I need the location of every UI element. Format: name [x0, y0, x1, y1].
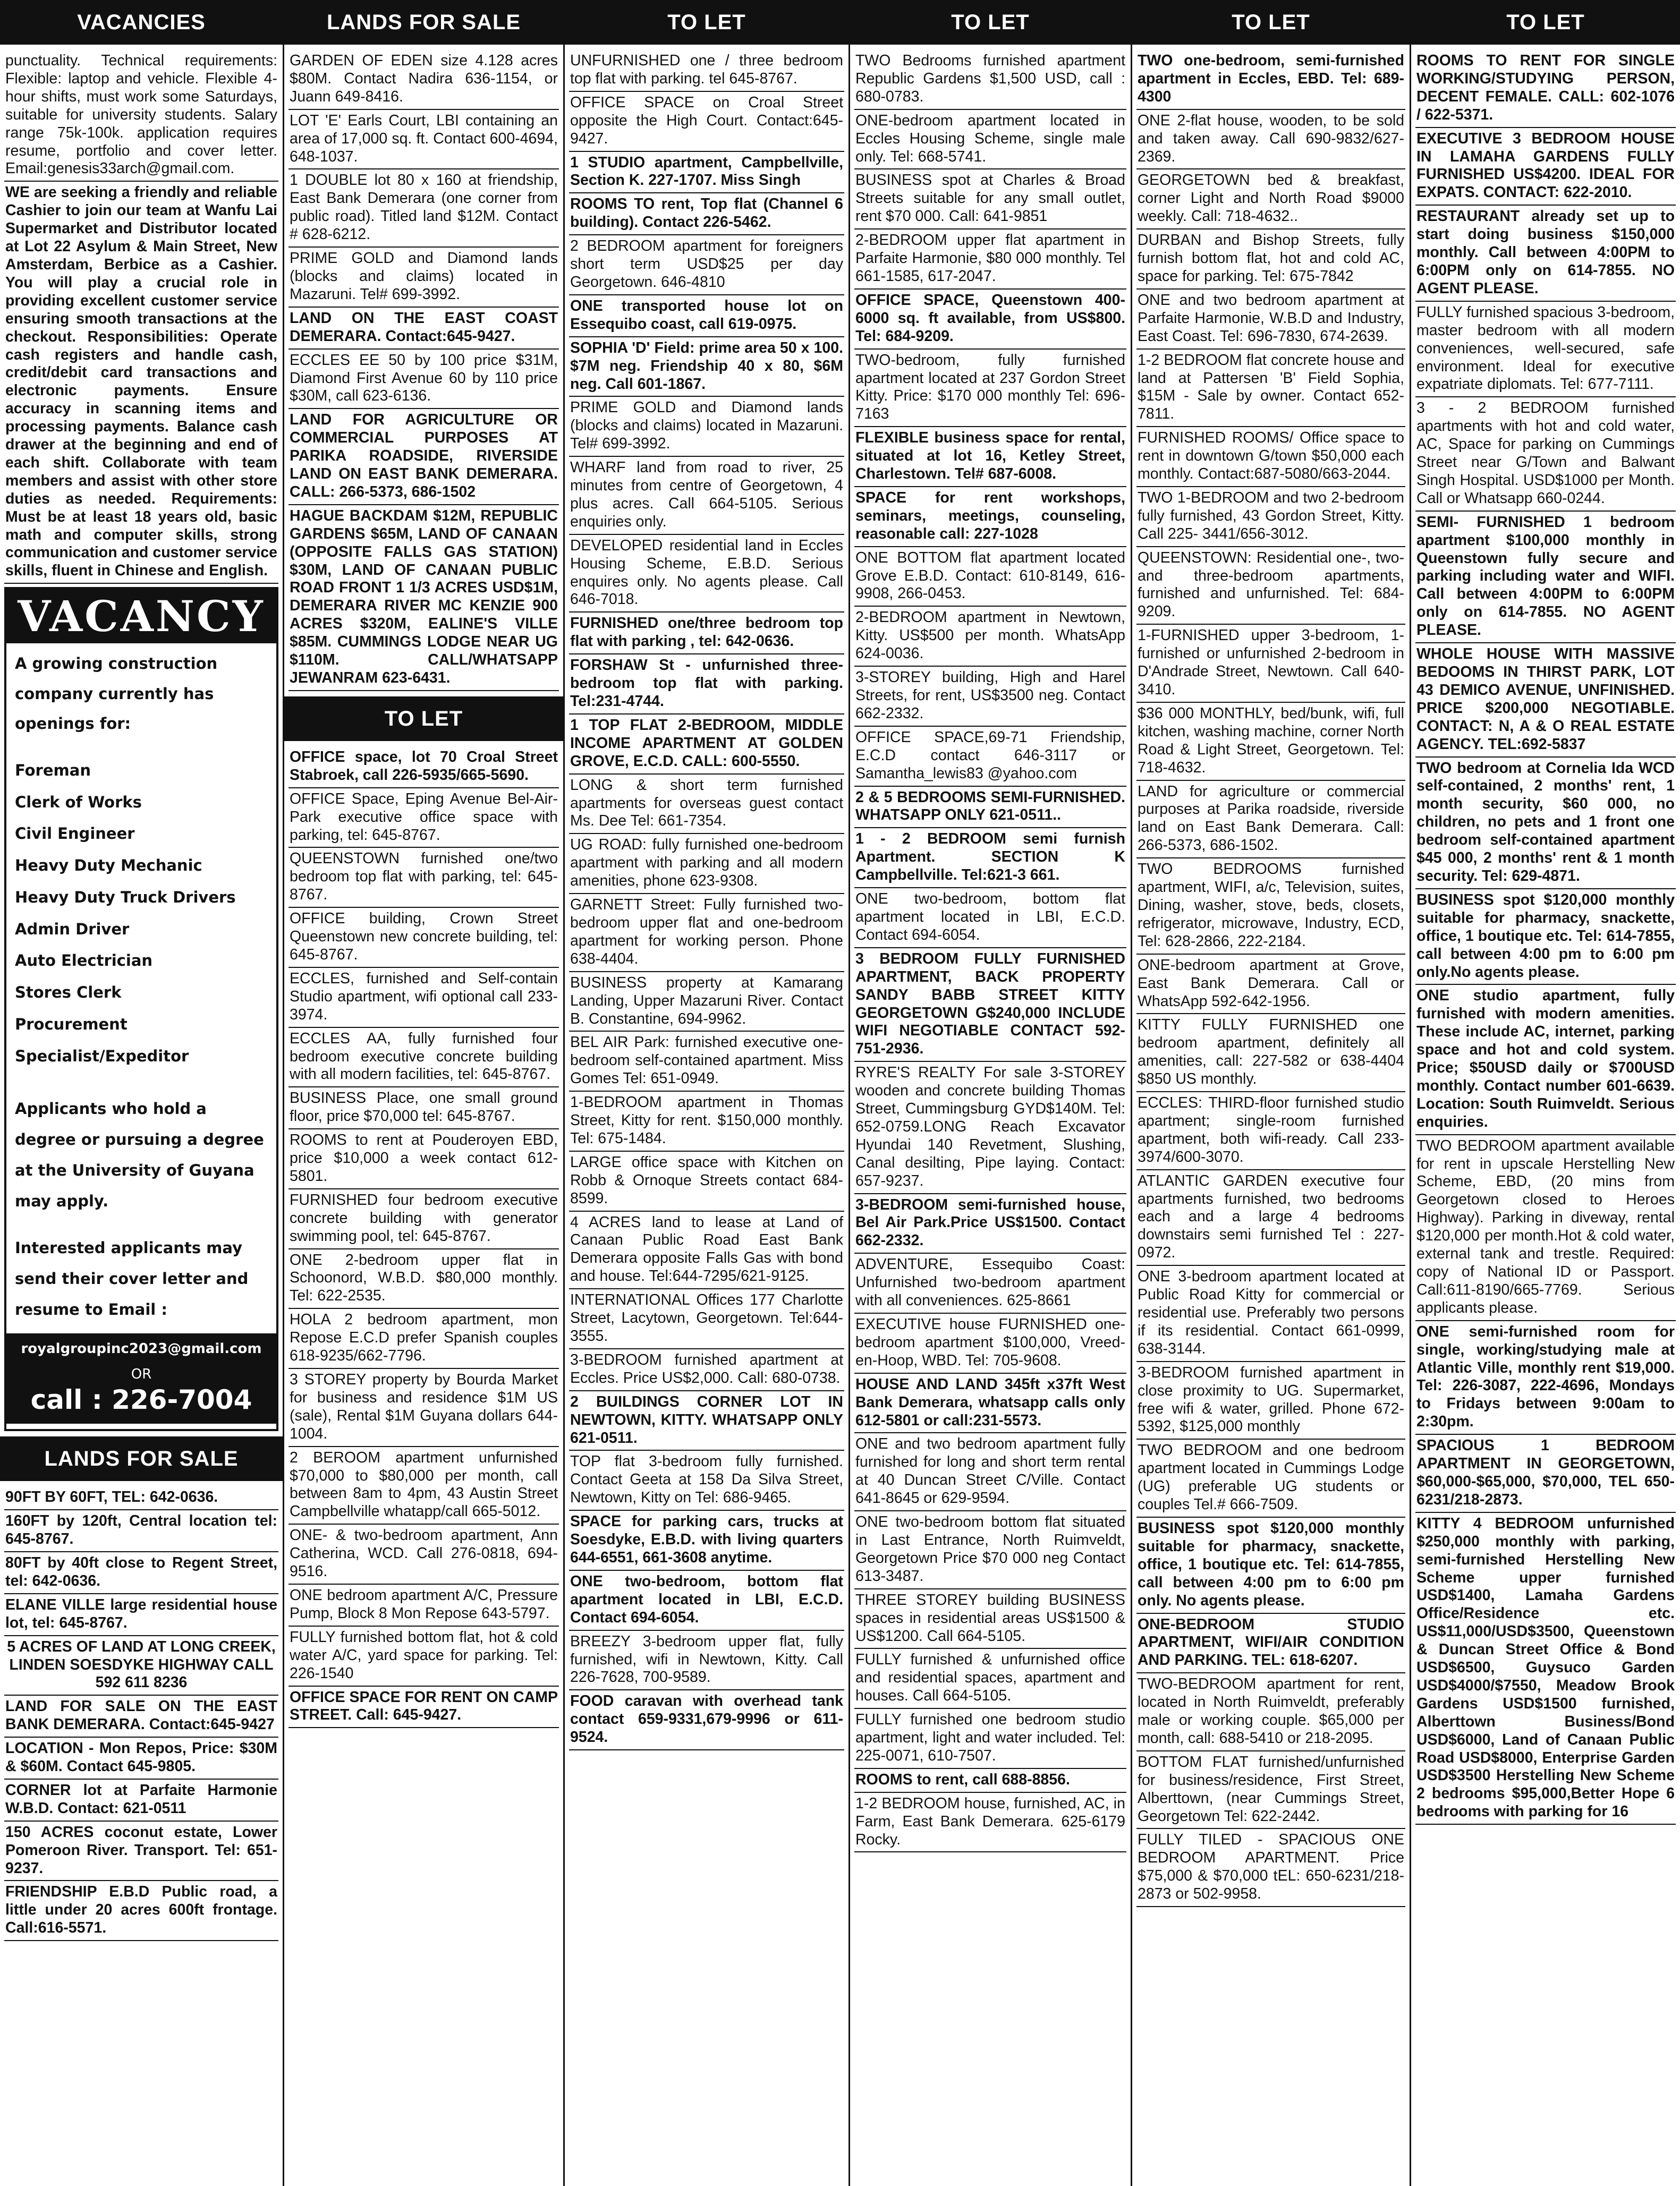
classified-ad: KITTY FULLY FURNISHED one bedroom apartment, definitely all amenities, call: 227-582 or 638-4404 $850 US monthly. — [1136, 1014, 1405, 1092]
classified-ad: 3-BEDROOM semi-furnished house, Bel Air Park.Price US$1500. Contact 662-2332. — [854, 1194, 1126, 1254]
classified-ad: 1-2 BEDROOM flat concrete house and land at Pattersen 'B' Field Sophia, $15M - Sale by owner. Contact 652-7811. — [1136, 350, 1405, 428]
vacancy-position: Stores Clerk — [15, 983, 122, 1002]
classified-ad: ROOMS to rent at Pouderoyen EBD, price $10,000 a week contact 612-5801. — [289, 1129, 559, 1189]
classified-ad: ELANE VILLE large residential house lot, tel: 645-8767. — [4, 1594, 278, 1636]
classified-ad: TWO one-bedroom, semi-furnished apartment in Eccles, EBD. Tel: 689-4300 — [1136, 50, 1405, 110]
classified-ad: FULLY furnished spacious 3-bedroom, master bedroom with all modern conveniences, well-secured, safe environment. Ideal for executive expatriate diplomats. Tel: 677-7111. — [1415, 302, 1676, 398]
classified-ad: RYRE'S REALTY For sale 3-STOREY wooden and concrete building Thomas Street, Cummingsburg GYD$140M. Tel: 652-0759.LONG Reach Excavator Hyundai 140 Revetment, Slushing, Canal desilting, Pipe laying. Contact: 657-9237. — [854, 1062, 1126, 1194]
vacancy-position: Heavy Duty Mechanic — [15, 856, 202, 875]
classified-ad: ONE two-bedroom bottom flat situated in Last Entrance, North Ruimveldt, Georgetown Price $70 000 neg Contact 613-3487. — [854, 1511, 1126, 1589]
classified-ad: FLEXIBLE business space for rental, situated at lot 16, Ketley Street, Charlestown. Tel# 687-6008. — [854, 427, 1126, 487]
classified-ad: ONE-BEDROOM STUDIO APARTMENT, WIFI/AIR CONDITION AND PARKING. TEL: 618-6207. — [1136, 1614, 1405, 1674]
classified-ad: ONE two-bedroom, bottom flat apartment located in LBI, E.C.D. Contact 694-6054. — [569, 1571, 844, 1631]
classified-ad: 1 - 2 BEDROOM semi furnish Apartment. SECTION K Campbellville. Tel:621-3 661. — [854, 828, 1126, 888]
classified-ad: BEL AIR Park: furnished executive one-bedroom self-contained apartment. Miss Gomes Tel: 651-0949. — [569, 1032, 844, 1092]
classified-ad: BUSINESS spot at Charles & Broad Streets suitable for any small outlet, rent $70 000. Call: 641-9851 — [854, 169, 1126, 229]
classified-ad: OFFICE building, Crown Street Queenstown new concrete building, tel: 645-8767. — [289, 908, 559, 968]
classified-ad: 1-FURNISHED upper 3-bedroom, 1-furnished or unfurnished 2-bedroom in D'Andrade Street, Newtown. Call 640-3410. — [1136, 625, 1405, 703]
vacancy-position: Admin Driver — [15, 920, 130, 938]
classified-ad: FURNISHED four bedroom executive concrete building with generator swimming pool, tel: 645-8767. — [289, 1189, 559, 1249]
column-to-let-3 — [1132, 0, 1411, 2186]
classified-ad: INTERNATIONAL Offices 177 Charlotte Street, Lacytown, Georgetown. Tel:644-3555. — [569, 1289, 844, 1349]
classified-ad: LAND for agriculture or commercial purposes at Parika roadside, riverside land on East Bank Demerara. Call: 266-5373, 686-1502. — [1136, 781, 1405, 859]
classified-ad: TWO BEDROOMS furnished apartment, WIFI, a/c, Television, suites, Dining, washer, stove, beds, closets, refrigerator, microwave, Industry, ECD, Tel: 628-2866, 222-2184. — [1136, 858, 1405, 955]
classified-ad: LOCATION - Mon Repos, Price: $30M & $60M. Contact 645-9805. — [4, 1738, 278, 1780]
classified-ad: BOTTOM FLAT furnished/unfurnished for business/residence, First Street, Alberttown, (near Cummings Street, Georgetown Tel: 622-2442. — [1136, 1751, 1405, 1830]
classified-ad: QUEENSTOWN furnished one/two bedroom top flat with parking, tel: 645-8767. — [289, 848, 559, 908]
classified-ad: ECCLES EE 50 by 100 price $31M, Diamond First Avenue 60 by 110 price $30M, call 623-6136. — [289, 350, 559, 410]
classified-ad: 3-BEDROOM furnished apartment at Eccles. Price US$2,000. Call: 680-0738. — [569, 1349, 844, 1391]
classified-ad: 160FT by 120ft, Central location tel: 645-8767. — [4, 1510, 278, 1552]
classified-ad: LOT 'E' Earls Court, LBI containing an area of 17,000 sq. ft. Contact 600-4694, 648-1037. — [289, 110, 559, 170]
classified-ad: ONE two-bedroom, bottom flat apartment located in LBI, E.C.D. Contact 694-6054. — [854, 888, 1126, 948]
vacancy-phone: call : 226-7004 — [6, 1382, 276, 1424]
classified-ad: DEVELOPED residential land in Eccles Housing Scheme, E.B.D. Serious enquires only. No agents please. Call 646-7018. — [569, 535, 844, 613]
classified-ad: ECCLES, furnished and Self-contain Studio apartment, wifi optional call 233-3974. — [289, 968, 559, 1028]
classified-ad: LARGE office space with Kitchen on Robb & Ornoque Streets contact 684-8599. — [569, 1152, 844, 1212]
classified-ad: ONE- & two-bedroom apartment, Ann Catherina, WCD. Call 276-0818, 694-9516. — [289, 1525, 559, 1585]
classified-ad: TWO bedroom at Cornelia Ida WCD self-contained, 2 months' rent, 1 month security, $60 000, no children, no pets and 1 front one bedroom self-contained apartment $45 000, 2 months' rent & 1 month security. Tel: 629-4871. — [1415, 758, 1676, 889]
vacancy-qualification: Applicants who hold a degree or pursuing a degree at the University of Guyana may apply. — [15, 1100, 264, 1211]
classified-ad: BUSINESS Place, one small ground floor, price $70,000 tel: 645-8767. — [289, 1087, 559, 1129]
vacancy-position: Auto Electrician — [15, 951, 153, 970]
classified-ad: HAGUE BACKDAM $12M, REPUBLIC GARDENS $65M, LAND OF CANAAN (OPPOSITE FALLS GAS STATION) $30M, LAND OF CANAAN PUBLIC ROAD FRONT 1 1/3 ACRES USD$1M, DEMERARA RIVER MC KENZIE 900 ACRES $320M, EALINE'S VILLE $85M. CUMMINGS LODGE NEAR UG $110M. CALL/WHATSAPP JEWANRAM 623-6431. — [289, 505, 559, 691]
classified-ad: ECCLES: THIRD-floor furnished studio apartment; single-room furnished apartment, both wifi-ready. Call 233-3974/600-3070. — [1136, 1092, 1405, 1170]
classified-ad: ONE semi-furnished room for single, working/studying male at Atlantic Ville, monthly rent $19,000. Tel: 226-3087, 222-4696, Mondays to Fridays between 9:00am to 2:30pm. — [1415, 1321, 1676, 1435]
classified-ad: 150 ACRES coconut estate, Lower Pomeroon River. Transport. Tel: 651-9237. — [4, 1822, 278, 1882]
section-header-lands-for-sale: LANDS FOR SALE — [284, 0, 563, 45]
classified-ad: ECCLES AA, fully furnished four bedroom executive concrete building with all modern facilities, tel: 645-8767. — [289, 1028, 559, 1088]
column-to-let-1 — [565, 0, 850, 2186]
classified-ad: TWO 1-BEDROOM and two 2-bedroom fully furnished, 43 Gordon Street, Kitty. Call 225- 3441/656-3012. — [1136, 487, 1405, 547]
classified-ad: EXECUTIVE 3 BEDROOM HOUSE IN LAMAHA GARDENS FULLY FURNISHED US$4200. IDEAL FOR EXPATS. CONTACT: 622-2010. — [1415, 128, 1676, 206]
classified-ad: 3-STOREY building, High and Harel Streets, for rent, US$3500 neg. Contact 662-2332. — [854, 667, 1126, 727]
classified-ad: OFFICE Space, Eping Avenue Bel-Air-Park executive office space with parking, tel: 645-8767. — [289, 788, 559, 848]
classified-ad: ONE-bedroom apartment located in Eccles Housing Scheme, single male only. Tel: 668-5741. — [854, 110, 1126, 170]
classified-ad: PRIME GOLD and Diamond lands (blocks and claims) located in Mazaruni. Tel# 699-3992. — [289, 248, 559, 308]
classified-ad: QUEENSTOWN: Residential one-, two- and three-bedroom apartments, furnished and unfurnished. Tel: 684-9209. — [1136, 547, 1405, 625]
classified-ad: 3 - 2 BEDROOM furnished apartments with hot and cold water, AC, Space for parking on Cummings Street near G/Town and Balwant Singh Hospital. USD$1000 per Month. Call or Whatsapp 660-0244. — [1415, 397, 1676, 511]
classified-ad: SPACE for rent workshops, seminars, meetings, counseling, reasonable call: 227-1028 — [854, 487, 1126, 547]
section-header-vacancies: VACANCIES — [0, 0, 283, 45]
vacancy-title: VACANCY — [6, 589, 276, 643]
classified-ad: TWO-BEDROOM apartment for rent, located in North Ruimveldt, preferably male or working couple. $65,000 per month, call: 688-5410 or 218-2095. — [1136, 1673, 1405, 1751]
classified-ad: ONE transported house lot on Essequibo coast, call 619-0975. — [569, 295, 844, 337]
classified-ad: ROOMS TO rent, Top flat (Channel 6 building). Contact 226-5462. — [569, 193, 844, 235]
section-header-to-let: TO LET — [565, 0, 849, 45]
classified-ad: PRIME GOLD and Diamond lands (blocks and claims) located in Mazaruni. Tel# 699-3992. — [569, 397, 844, 457]
classified-ad: 3 BEDROOM FULLY FURNISHED APARTMENT, BACK PROPERTY SANDY BABB STREET KITTY GEORGETOWN G$240,000 INCLUDE WIFI NEGOTIABLE CONTACT 592-751-2936. — [854, 948, 1126, 1062]
classified-ad: ONE bedroom apartment A/C, Pressure Pump, Block 8 Mon Repose 643-5797. — [289, 1585, 559, 1627]
classified-ad: FURNISHED ROOMS/ Office space to rent in downtown G/town $50,000 each monthly. Contact:687-5080/663-2044. — [1136, 427, 1405, 487]
classified-ad: SEMI- FURNISHED 1 bedroom apartment $100,000 monthly in Queenstown fully secure and parking including water and WIFI. Call between 4:00PM to 6:00PM only on 614-7855. NO AGENT PLEASE. — [1415, 512, 1676, 643]
classified-ad: 3-BEDROOM furnished apartment in close proximity to UG. Supermarket, free wifi & water, grilled. Phone 672-5392, $125,000 monthly — [1136, 1362, 1405, 1440]
classified-ad: FRIENDSHIP E.B.D Public road, a little under 20 acres 600ft frontage. Call:616-5571. — [4, 1881, 278, 1941]
classified-ad: ONE studio apartment, fully furnished with modern amenities. These include AC, internet, parking space and hot and cold system. Price; $50USD daily or $700USD monthly. Contact number 601-6639. Location: South Ruimveldt. Serious enquiries. — [1415, 985, 1676, 1135]
classified-ad: SOPHIA 'D' Field: prime area 50 x 100. $7M neg. Friendship 40 x 80, $6M neg. Call 601-1867. — [569, 337, 844, 397]
column-vacancies — [0, 0, 284, 2186]
classified-ad: OFFICE SPACE,69-71 Friendship, E.C.D contact 646-3117 or Samantha_lewis83 @yahoo.com — [854, 727, 1126, 787]
classified-ad: 2 BEDROOM apartment for foreigners short term USD$25 per day Georgetown. 646-4810 — [569, 235, 844, 295]
classified-ad: 80FT by 40ft close to Regent Street, tel: 642-0636. — [4, 1552, 278, 1594]
vacancy-position: Procurement — [15, 1015, 128, 1033]
classified-ad: BUSINESS spot $120,000 monthly suitable for pharmacy, snackette, office, 1 boutique etc. Tel: 614-7855, call between 4:00 pm to 6:00 pm only.No agents please. — [1415, 889, 1676, 985]
classified-ad: 2-BEDROOM upper flat apartment in Parfaite Harmonie, $80 000 monthly. Tel 661-1585, 617-2047. — [854, 229, 1126, 290]
classified-ad: GARNETT Street: Fully furnished two-bedroom upper flat and one-bedroom apartment for working person. Phone 638-4404. — [569, 894, 844, 972]
vacancy-email: royalgroupinc2023@gmail.com — [6, 1333, 276, 1364]
classified-ad: ROOMS TO RENT FOR SINGLE WORKING/STUDYING PERSON, DECENT FEMALE. CALL: 602-1076 / 622-5371. — [1415, 50, 1676, 128]
vacancy-position: Clerk of Works — [15, 793, 142, 811]
classified-ad: FULLY furnished & unfurnished office and residential spaces, apartment and houses. Call 664-5105. — [854, 1649, 1126, 1709]
classified-ad: HOUSE AND LAND 345ft x37ft West Bank Demerara, whatsapp calls only 612-5801 or call:231-5573. — [854, 1374, 1126, 1434]
classified-ad: 1-BEDROOM apartment in Thomas Street, Kitty for rent. $150,000 monthly. Tel: 675-1484. — [569, 1092, 844, 1152]
classified-ad: OFFICE space, lot 70 Croal Street Stabroek, call 226-5935/665-5690. — [289, 746, 559, 788]
vacancy-intro: A growing construction company currently has openings for: — [15, 654, 218, 733]
classified-ad: GARDEN OF EDEN size 4.128 acres $80M. Contact Nadira 636-1154, or Juann 649-8416. — [289, 50, 559, 110]
classified-ad: OFFICE SPACE on Croal Street opposite the High Court. Contact:645-9427. — [569, 92, 844, 152]
classified-ad: ONE 3-bedroom apartment located at Public Road Kitty for commercial or residential use. Preferably two persons if its residential. Contact 661-0999, 638-3144. — [1136, 1266, 1405, 1362]
section-header-to-let: TO LET — [1132, 0, 1410, 45]
classified-ad: $36 000 MONTHLY, bed/bunk, wifi, full kitchen, washing machine, corner North Road & Light Street, Georgetown. Tel: 718-4632. — [1136, 703, 1405, 781]
classified-ad: LAND FOR AGRICULTURE OR COMMERCIAL PURPOSES AT PARIKA ROADSIDE, RIVERSIDE LAND ON EAST BANK DEMERARA. CALL: 266-5373, 686-1502 — [289, 409, 559, 505]
classified-ad: SPACIOUS 1 BEDROOM APARTMENT IN GEORGETOWN, $60,000-$65,000, $70,000, TEL 650-6231/218-2873. — [1415, 1435, 1676, 1513]
classified-ad: BUSINESS property at Kamarang Landing, Upper Mazaruni River. Contact B. Constantine, 694-9962. — [569, 972, 844, 1032]
classified-ad: OFFICE SPACE FOR RENT ON CAMP STREET. Call: 645-9427. — [289, 1687, 559, 1729]
classified-ad: TWO-bedroom, fully furnished apartment located at 237 Gordon Street Kitty. Price: $170 000 monthly Tel: 696-7163 — [854, 350, 1126, 428]
section-header-to-let: TO LET — [1411, 0, 1680, 45]
classified-ad: BUSINESS spot $120,000 monthly suitable for pharmacy, snackette, office, 1 boutique etc. Tel: 614-7855, call between 4:00 pm to 6:00 pm only. No agents please. — [1136, 1518, 1405, 1614]
classified-ad: LAND FOR SALE ON THE EAST BANK DEMERARA. Contact:645-9427 — [4, 1696, 278, 1738]
classified-ad: TWO Bedrooms furnished apartment Republic Gardens $1,500 USD, call : 680-0783. — [854, 50, 1126, 110]
classified-ad: WE are seeking a friendly and reliable Cashier to join our team at Wanfu Lai Supermarket and Distributor located at Lot 22 Asylum & Main Street, New Amsterdam, Berbice as a Cashier. You will play a crucial role in providing excellent customer service ensuring smooth transactions at the checkout. Responsibilities: Operate cash registers and handle cash, credit/debit card transactions and electronic payments. Ensure accuracy in scanning items and processing payments. Balance cash drawer at the beginning and end of each shift. Collaborate with team members and assist with other store duties as needed. Requirements: Must be at least 18 years old, basic math and computer skills, strong communication and customer service skills, fluent in Chinese and English. — [4, 182, 278, 584]
classified-ad: HOLA 2 bedroom apartment, mon Repose E.C.D prefer Spanish couples 618-9235/662-7796. — [289, 1309, 559, 1369]
section-header-lands-for-sale: LANDS FOR SALE — [0, 1436, 283, 1481]
classified-ad: LAND ON THE EAST COAST DEMERARA. Contact:645-9427. — [289, 308, 559, 350]
classified-ad: EXECUTIVE house FURNISHED one-bedroom apartment $100,000, Vreed-en-Hoop, WBD. Tel: 705-9608. — [854, 1314, 1126, 1374]
classified-ad: THREE STOREY building BUSINESS spaces in residential areas US$1500 & US$1200. Call 664-5105. — [854, 1589, 1126, 1649]
vacancy-apply-instructions: Interested applicants may send their cover letter and resume to Email : — [15, 1239, 249, 1319]
column-to-let-2 — [850, 0, 1132, 2186]
classified-ad: 3 STOREY property by Bourda Market for business and residence $1M US (sale), Rental $1M Guyana dollars 644-1004. — [289, 1369, 559, 1447]
classified-ad: 2 BUILDINGS CORNER LOT IN NEWTOWN, KITTY. WHATSAPP ONLY 621-0511. — [569, 1391, 844, 1451]
classified-ad: ONE 2-bedroom upper flat in Schoonord, W.B.D. $80,000 monthly. Tel: 622-2535. — [289, 1249, 559, 1309]
classified-ad: KITTY 4 BEDROOM unfurnished $250,000 monthly with parking, semi-furnished Herstelling New Scheme upper furnished USD$1400, Lamaha Gardens Office/Residence etc. US$11,000/USD$3500, Queenstown & Duncan Street Office & Bond USD$6500, Guysuco Garden USD$4000/$7550, Meadow Brook Gardens USD$1500 furnished, Alberttown Business/Bond USD$6000, Land of Canaan Public Road USD$8000, Enterprise Garden USD$3500 Herstelling New Scheme 2 bedrooms $95,000,Better Hope 6 bedrooms with parking for 16 — [1415, 1513, 1676, 1825]
classified-ad: ONE BOTTOM flat apartment located Grove E.B.D. Contact: 610-8149, 616-9908, 266-0453. — [854, 547, 1126, 607]
classified-ad: ADVENTURE, Essequibo Coast: Unfurnished two-bedroom apartment with all conveniences. 625-8661 — [854, 1254, 1126, 1314]
classified-ad: OFFICE SPACE, Queenstown 400-6000 sq. ft available, from US$800. Tel: 684-9209. — [854, 290, 1126, 350]
classified-ad: FURNISHED one/three bedroom top flat with parking , tel: 642-0636. — [569, 613, 844, 654]
classified-ad: 1 TOP FLAT 2-BEDROOM, MIDDLE INCOME APARTMENT AT GOLDEN GROVE, E.C.D. CALL: 600-5550. — [569, 715, 844, 775]
classified-ad: UNFURNISHED one / three bedroom top flat with parking. tel 645-8767. — [569, 50, 844, 92]
classified-ad: ONE-bedroom apartment at Grove, East Bank Demerara. Call or WhatsApp 592-642-1956. — [1136, 955, 1405, 1015]
vacancy-or: OR — [6, 1364, 276, 1382]
classified-ad: 5 ACRES OF LAND AT LONG CREEK, LINDEN SOESDYKE HIGHWAY CALL 592 611 8236 — [4, 1636, 278, 1696]
section-header-to-let: TO LET — [850, 0, 1131, 45]
column-lands-for-sale — [284, 0, 565, 2186]
classified-ad: TOP flat 3-bedroom fully furnished. Contact Geeta at 158 Da Silva Street, Newtown, Kitty on Tel: 686-9465. — [569, 1451, 844, 1511]
classified-ad: WHOLE HOUSE WITH MASSIVE BEDOOMS IN THIRST PARK, LOT 43 DEMICO AVENUE, UNFINISHED. PRICE $200,000 NEGOTIABLE. CONTACT: N, A & O REAL ESTATE AGENCY. TEL:692-5837 — [1415, 643, 1676, 757]
classified-ad: 90FT BY 60FT, TEL: 642-0636. — [4, 1486, 278, 1510]
classified-ad: FULLY TILED - SPACIOUS ONE BEDROOM APARTMENT. Price $75,000 & $70,000 tEL: 650-6231/218-2873 or 502-9958. — [1136, 1829, 1405, 1907]
classified-ad: 1 DOUBLE lot 80 x 160 at friendship, East Bank Demerara (one corner from public road). Titled land $12M. Contact # 628-6212. — [289, 169, 559, 248]
classified-ad: 2 & 5 BEDROOMS SEMI-FURNISHED. WHATSAPP ONLY 621-0511.. — [854, 787, 1126, 829]
vacancy-box — [4, 587, 278, 1431]
classified-ad: ATLANTIC GARDEN executive four apartments furnished, two bedrooms each and a large 4 bedrooms downstairs semi furnished Tel : 227-0972. — [1136, 1170, 1405, 1266]
classified-ad: ONE 2-flat house, wooden, to be sold and taken away. Call 690-9832/627-2369. — [1136, 110, 1405, 170]
classified-ad: LONG & short term furnished apartments for overseas guest contact Ms. Dee Tel: 661-7354. — [569, 775, 844, 835]
classified-ad: BREEZY 3-bedroom upper flat, fully furnished, wifi in Newtown, Kitty. Call 226-7628, 700-9589. — [569, 1631, 844, 1691]
classified-ad: 2 BEROOM apartment unfurnished $70,000 to $80,000 per month, call between 8am to 4pm, 43 Austin Street Campbellville whatapp/call 665-5012. — [289, 1447, 559, 1525]
classified-ad: ONE and two bedroom apartment fully furnished for long and short term rental at 40 Duncan Street C/Ville. Contact 641-8645 or 629-9594. — [854, 1433, 1126, 1511]
classified-ad: UG ROAD: fully furnished one-bedroom apartment with parking and all modern amenities, phone 623-9308. — [569, 834, 844, 894]
vacancy-position: Civil Engineer — [15, 824, 135, 843]
classified-ad: FULLY furnished one bedroom studio apartment, light and water included. Tel: 225-0071, 610-7507. — [854, 1709, 1126, 1769]
classified-ad: 4 ACRES land to lease at Land of Canaan Public Road East Bank Demerara opposite Falls Gas with bond and house. Tel:644-7295/621-9125. — [569, 1212, 844, 1290]
classified-ad: punctuality. Technical requirements: Flexible: laptop and vehicle. Flexible 4-hour shifts, must work some Saturdays, suitable for university students. Salary range 75k-100k. application requires resume, portfolio and cover letter. Email:genesis33arch@gmail.com. — [4, 50, 278, 182]
classified-ad: DURBAN and Bishop Streets, fully furnish bottom flat, hot and cold AC, space for parking. Tel: 675-7842 — [1136, 229, 1405, 290]
classified-ad: 1-2 BEDROOM house, furnished, AC, in Farm, East Bank Demerara. 625-6179 Rocky. — [854, 1793, 1126, 1853]
classified-ad: TWO BEDROOM and one bedroom apartment located in Cummings Lodge (UG) preferable UG students or couples Tel.# 666-7509. — [1136, 1440, 1405, 1518]
classified-ad: FORSHAW St - unfurnished three-bedroom top flat with parking. Tel:231-4744. — [569, 654, 844, 715]
classified-ad: SPACE for parking cars, trucks at Soesdyke, E.B.D. with living quarters 644-6551, 661-3608 anytime. — [569, 1511, 844, 1571]
classified-ad: GEORGETOWN bed & breakfast, corner Light and North Road $9000 weekly. Call: 718-4632.. — [1136, 169, 1405, 229]
section-header-to-let: TO LET — [284, 696, 563, 741]
classified-ad: ONE and two bedroom apartment at Parfaite Harmonie, W.B.D and Industry, East Coast. Tel: 696-7830, 674-2639. — [1136, 290, 1405, 350]
vacancy-positions — [6, 755, 276, 1072]
classified-ad: CORNER lot at Parfaite Harmonie W.B.D. Contact: 621-0511 — [4, 1780, 278, 1822]
classified-ad: TWO BEDROOM apartment available for rent in upscale Herstelling New Scheme, EBD, (20 mins from Georgetown closed to Heroes Highway). Parking in diveway, rental $120,000 per month.Hot & cold water, external tank and trestle. Required: copy of National ID or Passport. Call:611-8190/665-7769. Serious applicants please. — [1415, 1135, 1676, 1321]
classified-ad: FULLY furnished bottom flat, hot & cold water A/C, yard space for parking. Tel: 226-1540 — [289, 1627, 559, 1687]
vacancy-position: Heavy Duty Truck Drivers — [15, 888, 236, 906]
classified-ad: FOOD caravan with overhead tank contact 659-9331,679-9996 or 611-9524. — [569, 1690, 844, 1750]
classified-ad: WHARF land from road to river, 25 minutes from centre of Georgetown, 4 plus acres. Call 664-5105. Serious enquiries only. — [569, 457, 844, 535]
classified-ad: ROOMS to rent, call 688-8856. — [854, 1769, 1126, 1793]
classified-ad: 1 STUDIO apartment, Campbellville, Section K. 227-1707. Miss Singh — [569, 152, 844, 194]
column-to-let-4 — [1411, 0, 1680, 2186]
vacancy-position: Specialist/Expeditor — [15, 1047, 189, 1065]
classified-ad: RESTAURANT already set up to start doing business $150,000 monthly. Call between 4:00PM to 6:00PM only on 614-7855. NO AGENT PLEASE. — [1415, 206, 1676, 302]
vacancy-position: Foreman — [15, 761, 91, 779]
classified-ad: 2-BEDROOM apartment in Newtown, Kitty. US$500 per month. WhatsApp 624-0036. — [854, 607, 1126, 667]
